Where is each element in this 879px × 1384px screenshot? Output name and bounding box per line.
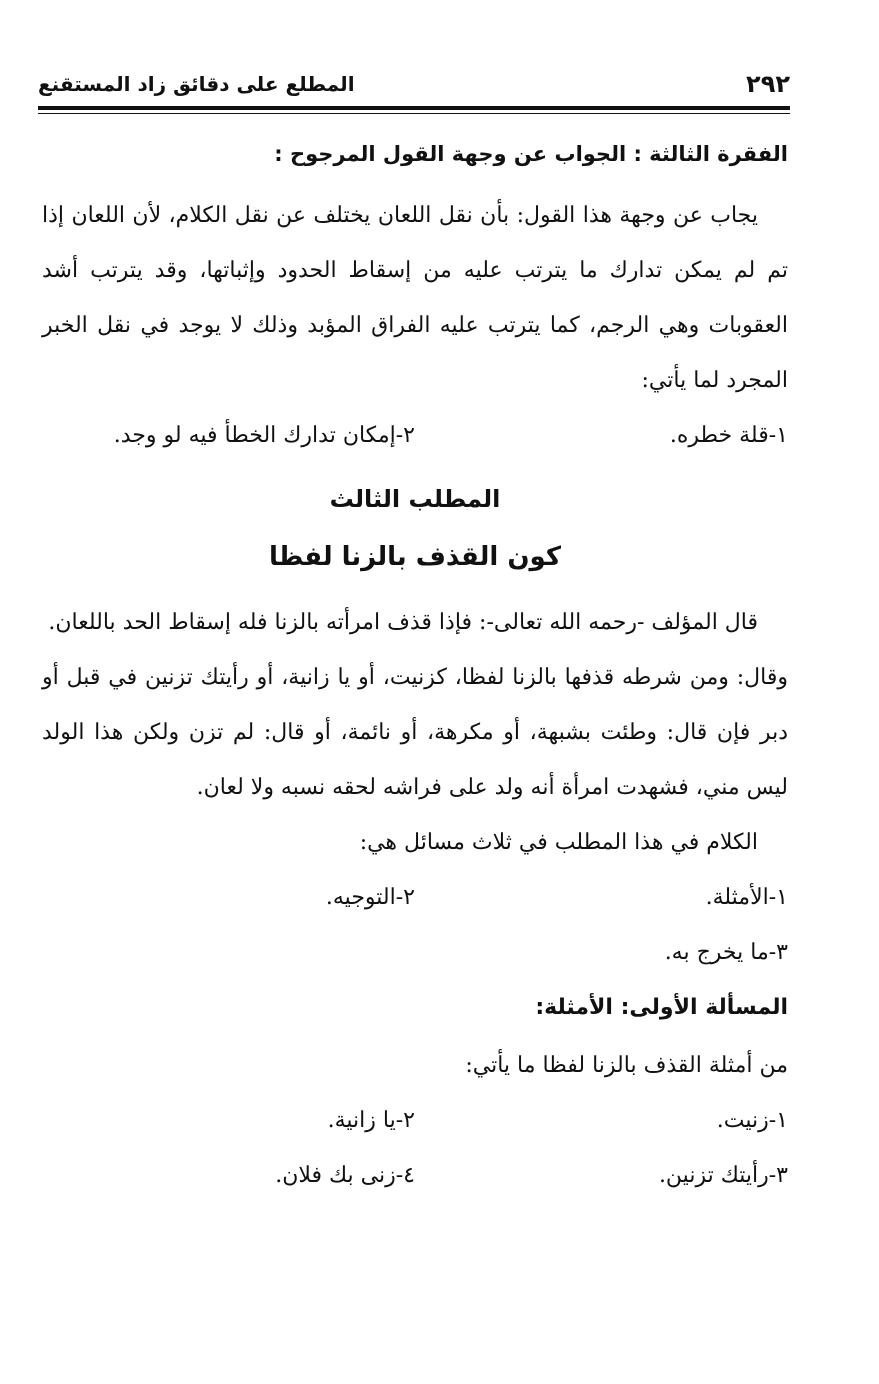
list-row xyxy=(42,925,788,980)
list-row xyxy=(42,1148,788,1203)
list-item: ٣-ما يخرج به. xyxy=(664,939,788,965)
header-rule-thin xyxy=(38,113,790,114)
matlab-title: كون القذف بالزنا لفظا xyxy=(269,541,561,572)
examples-intro: من أمثلة القذف بالزنا لفظا ما يأتي: xyxy=(465,1052,788,1078)
issue-heading: المسألة الأولى: الأمثلة: xyxy=(535,994,788,1020)
list-item: ١-زنيت. xyxy=(716,1107,788,1133)
list-item: ٢-إمكان تدارك الخطأ فيه لو وجد. xyxy=(113,422,415,448)
matlab-heading: المطلب الثالث xyxy=(329,484,501,513)
page-number: ٢٩٢ xyxy=(746,70,790,98)
list-item: ١-قلة خطره. xyxy=(669,422,788,448)
book-title: المطلع على دقائق زاد المستقنع xyxy=(38,72,355,96)
list-item: ٢-يا زانية. xyxy=(327,1107,415,1133)
page-header xyxy=(38,70,790,100)
paragraph: يجاب عن وجهة هذا القول: بأن نقل اللعان يختلف عن نقل الكلام، لأن اللعان إذا تم لم يمكن تدارك ما يترتب عليه من إسقاط الحدود وإثباتها، وقد يترتب أشد العقوبات وهي الرجم، كما يترتب عليه الفراق المؤبد وذلك لا يوجد في نقل الخبر المجرد لما يأتي: xyxy=(42,202,788,393)
list-item: ٣-رأيتك تزنين. xyxy=(658,1162,788,1188)
author-quote: قال المؤلف -رحمه الله تعالى-: فإذا قذف امرأته بالزنا فله إسقاط الحد باللعان. xyxy=(48,609,758,635)
list-row xyxy=(42,1093,788,1148)
list-item: ١-الأمثلة. xyxy=(705,884,788,910)
author-quote: وقال: ومن شرطه قذفها بالزنا لفظا، كزنيت، أو يا زانية، أو رأيتك تزنين في قبل أو دبر فإن قال: وطئت بشبهة، أو مكرهة، أو نائمة، أو قال: لم تزن ولكن هذا الولد ليس مني، فشهدت امرأة أنه ولد على فراشه لحقه نسبه ولا لعان. xyxy=(42,664,788,800)
list-row xyxy=(42,870,788,925)
issues-intro: الكلام في هذا المطلب في ثلاث مسائل هي: xyxy=(359,829,758,855)
header-rule-thick xyxy=(38,106,790,110)
list-item: ٤-زنى بك فلان. xyxy=(275,1162,415,1188)
list-item: ٢-التوجيه. xyxy=(325,884,415,910)
section-subheading: الفقرة الثالثة : الجواب عن وجهة القول المرجوح : xyxy=(274,142,788,166)
page-content xyxy=(42,138,788,1203)
list-row xyxy=(42,408,788,463)
